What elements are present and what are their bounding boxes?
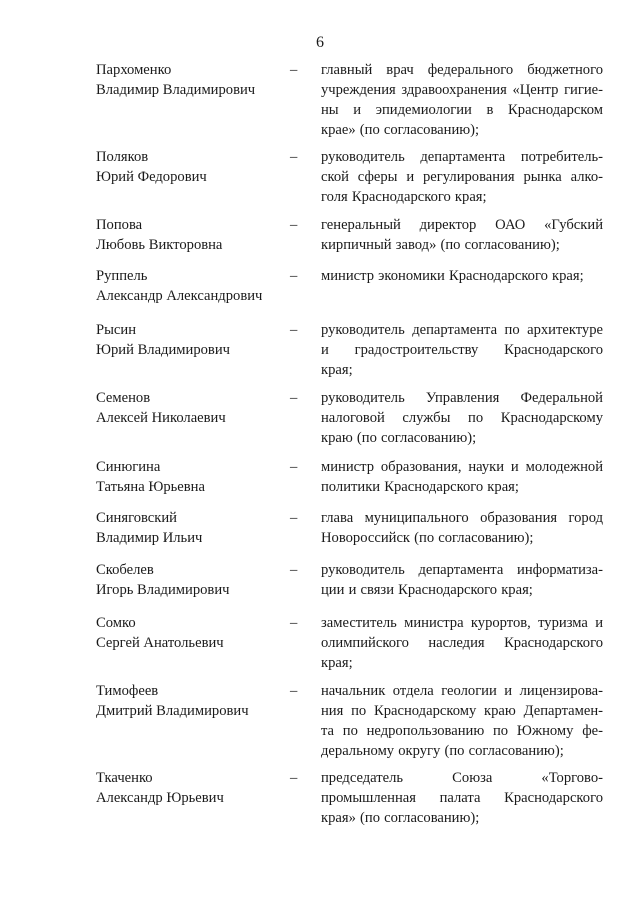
member-surname: Скобелев — [96, 562, 154, 578]
member-given-names: Александр Юрьевич — [96, 790, 224, 806]
position-line: налоговой службы по Краснодарскому — [321, 410, 603, 426]
position-line: голя Краснодарского края; — [321, 189, 487, 205]
member-given-names: Дмитрий Владимирович — [96, 703, 249, 719]
member-given-names: Татьяна Юрьевна — [96, 479, 205, 495]
member-given-names: Алексей Николаевич — [96, 410, 226, 426]
member-given-names: Владимир Ильич — [96, 530, 203, 546]
position-line: глава муниципального образования город — [321, 510, 603, 526]
entry-dash: – — [290, 217, 298, 233]
position-line: председатель Союза «Торгово- — [321, 770, 603, 786]
member-surname: Рысин — [96, 322, 137, 338]
member-surname: Синюгина — [96, 459, 161, 475]
position-line: ния по Краснодарскому краю Департамен- — [321, 703, 603, 719]
position-line: начальник отдела геологии и лицензирова- — [321, 683, 603, 699]
position-line: края; — [321, 362, 353, 378]
member-name — [96, 60, 286, 100]
member-position — [321, 508, 603, 548]
member-surname: Семенов — [96, 390, 151, 406]
position-line: та по недропользованию по Южному фе- — [321, 723, 603, 739]
member-position — [321, 681, 603, 761]
member-surname: Сомко — [96, 615, 136, 631]
member-position — [321, 215, 603, 255]
member-position — [321, 457, 603, 497]
position-line: политики Краснодарского края; — [321, 479, 519, 495]
position-line: руководитель Управления Федеральной — [321, 390, 603, 406]
member-surname: Попова — [96, 217, 143, 233]
member-surname: Поляков — [96, 149, 149, 165]
position-line: деральному округу (по согласованию); — [321, 743, 564, 759]
position-line: руководитель департамента по архитектуре — [321, 322, 603, 338]
position-line: Новороссийск (по согласованию); — [321, 530, 534, 546]
position-line: промышленная палата Краснодарского — [321, 790, 603, 806]
member-position — [321, 60, 603, 140]
position-line: заместитель министра курортов, туризма и — [321, 615, 603, 631]
position-line: краю (по согласованию); — [321, 430, 477, 446]
member-name — [96, 613, 286, 653]
member-name — [96, 508, 286, 548]
member-position — [321, 768, 603, 828]
member-position — [321, 266, 603, 286]
member-given-names: Александр Александрович — [96, 288, 263, 304]
member-given-names: Юрий Владимирович — [96, 342, 230, 358]
position-line: министр образования, науки и молодежной — [321, 459, 603, 475]
member-surname: Ткаченко — [96, 770, 153, 786]
position-line: руководитель департамента потребитель- — [321, 149, 603, 165]
member-position — [321, 560, 603, 600]
position-line: ской сферы и регулирования рынка алко- — [321, 169, 603, 185]
position-line: крае» (по согласованию); — [321, 122, 480, 138]
member-position — [321, 147, 603, 207]
position-line: края» (по согласованию); — [321, 810, 480, 826]
member-name — [96, 457, 286, 497]
member-given-names: Любовь Викторовна — [96, 237, 223, 253]
member-given-names: Сергей Анатольевич — [96, 635, 224, 651]
position-line: края; — [321, 655, 353, 671]
entry-dash: – — [290, 390, 298, 406]
page-number: 6 — [316, 34, 324, 51]
member-name — [96, 266, 286, 306]
member-surname: Синяговский — [96, 510, 177, 526]
entry-dash: – — [290, 459, 298, 475]
position-line: ны и эпидемиологии в Краснодарском — [321, 102, 603, 118]
member-surname: Пархоменко — [96, 62, 172, 78]
member-name — [96, 147, 286, 187]
entry-dash: – — [290, 510, 298, 526]
member-name — [96, 560, 286, 600]
member-name — [96, 768, 286, 808]
entry-dash: – — [290, 322, 298, 338]
member-name — [96, 681, 286, 721]
member-given-names: Владимир Владимирович — [96, 82, 256, 98]
position-line: кирпичный завод» (по согласованию); — [321, 237, 560, 253]
member-surname: Руппель — [96, 268, 148, 284]
member-name — [96, 388, 286, 428]
position-line: олимпийского наследия Краснодарского — [321, 635, 603, 651]
member-given-names: Юрий Федорович — [96, 169, 207, 185]
member-given-names: Игорь Владимирович — [96, 582, 230, 598]
position-line: министр экономики Краснодарского края; — [321, 268, 584, 284]
member-name — [96, 215, 286, 255]
entry-dash: – — [290, 62, 298, 78]
entry-dash: – — [290, 615, 298, 631]
entry-dash: – — [290, 149, 298, 165]
member-position — [321, 320, 603, 380]
member-position — [321, 388, 603, 448]
entry-dash: – — [290, 268, 298, 284]
position-line: руководитель департамента информатиза- — [321, 562, 603, 578]
position-line: и градостроительству Краснодарского — [321, 342, 603, 358]
entry-dash: – — [290, 770, 298, 786]
position-line: учреждения здравоохранения «Центр гигие- — [321, 82, 603, 98]
position-line: ции и связи Краснодарского края; — [321, 582, 533, 598]
member-position — [321, 613, 603, 673]
position-line: главный врач федерального бюджетного — [321, 62, 603, 78]
member-surname: Тимофеев — [96, 683, 159, 699]
member-name — [96, 320, 286, 360]
position-line: генеральный директор ОАО «Губский — [321, 217, 603, 233]
entry-dash: – — [290, 683, 298, 699]
entry-dash: – — [290, 562, 298, 578]
